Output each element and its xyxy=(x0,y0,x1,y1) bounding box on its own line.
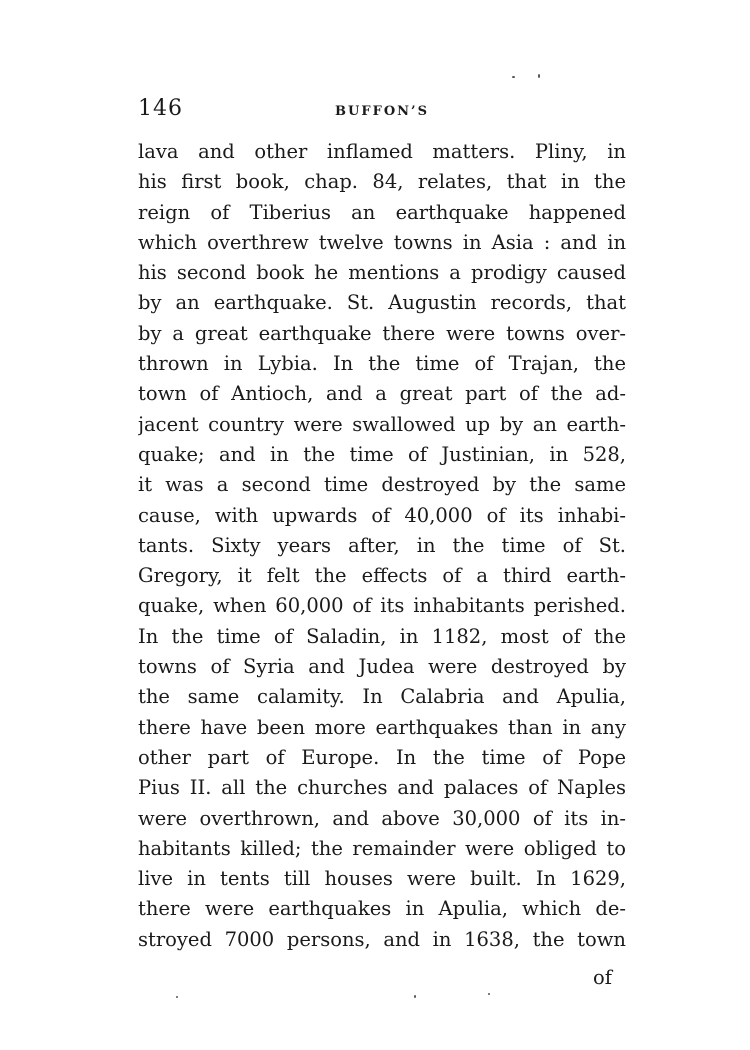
text-line: were overthrown, and above 30,000 of its in- xyxy=(138,806,626,830)
text-line: other part of Europe. In the time of Pope xyxy=(138,745,626,769)
text-line: by a great earthquake there were towns over- xyxy=(138,321,626,345)
text-line: live in tents till houses were built. In 1629, xyxy=(138,867,626,891)
paper-speck xyxy=(488,993,490,995)
page-header xyxy=(138,96,626,132)
paper-speck xyxy=(538,74,540,78)
text-line: it was a second time destroyed by the same xyxy=(138,473,626,497)
text-line: jacent country were swallowed up by an earth- xyxy=(138,412,626,436)
catchword: of xyxy=(593,966,612,989)
paper-speck xyxy=(176,996,178,998)
text-line: quake; and in the time of Justinian, in 528, xyxy=(138,442,626,466)
text-line: his second book he mentions a prodigy caused xyxy=(138,261,626,285)
text-line: thrown in Lybia. In the time of Trajan, the xyxy=(138,352,626,376)
text-line: In the time of Saladin, in 1182, most of the xyxy=(138,624,626,648)
paper-speck xyxy=(512,76,515,78)
text-line: stroyed 7000 persons, and in 1638, the town xyxy=(138,927,626,951)
text-line: Gregory, it felt the effects of a third earth- xyxy=(138,564,626,588)
text-line: Pius II. all the churches and palaces of Naples xyxy=(138,776,626,800)
text-line: by an earthquake. St. Augustin records, that xyxy=(138,291,626,315)
running-head: BUFFON’S xyxy=(335,104,429,119)
text-line: cause, with upwards of 40,000 of its inhabi- xyxy=(138,503,626,527)
text-line: towns of Syria and Judea were destroyed by xyxy=(138,655,626,679)
paper-speck xyxy=(414,995,416,998)
text-line: the same calamity. In Calabria and Apulia, xyxy=(138,685,626,709)
text-line: there have been more earthquakes than in any xyxy=(138,715,626,739)
text-line: quake, when 60,000 of its inhabitants perished. xyxy=(138,594,626,618)
page-number: 146 xyxy=(138,96,183,121)
text-line: lava and other inflamed matters. Pliny, in xyxy=(138,140,626,163)
text-line: which overthrew twelve towns in Asia : and in xyxy=(138,230,626,254)
text-line: reign of Tiberius an earthquake happened xyxy=(138,200,626,224)
text-line: tants. Sixty years after, in the time of St. xyxy=(138,533,626,557)
text-line: habitants killed; the remainder were obliged to xyxy=(138,836,626,860)
text-line: there were earthquakes in Apulia, which de- xyxy=(138,897,626,921)
body-text xyxy=(138,137,626,955)
text-line: his first book, chap. 84, relates, that in the xyxy=(138,170,626,194)
text-line: town of Antioch, and a great part of the ad- xyxy=(138,382,626,406)
